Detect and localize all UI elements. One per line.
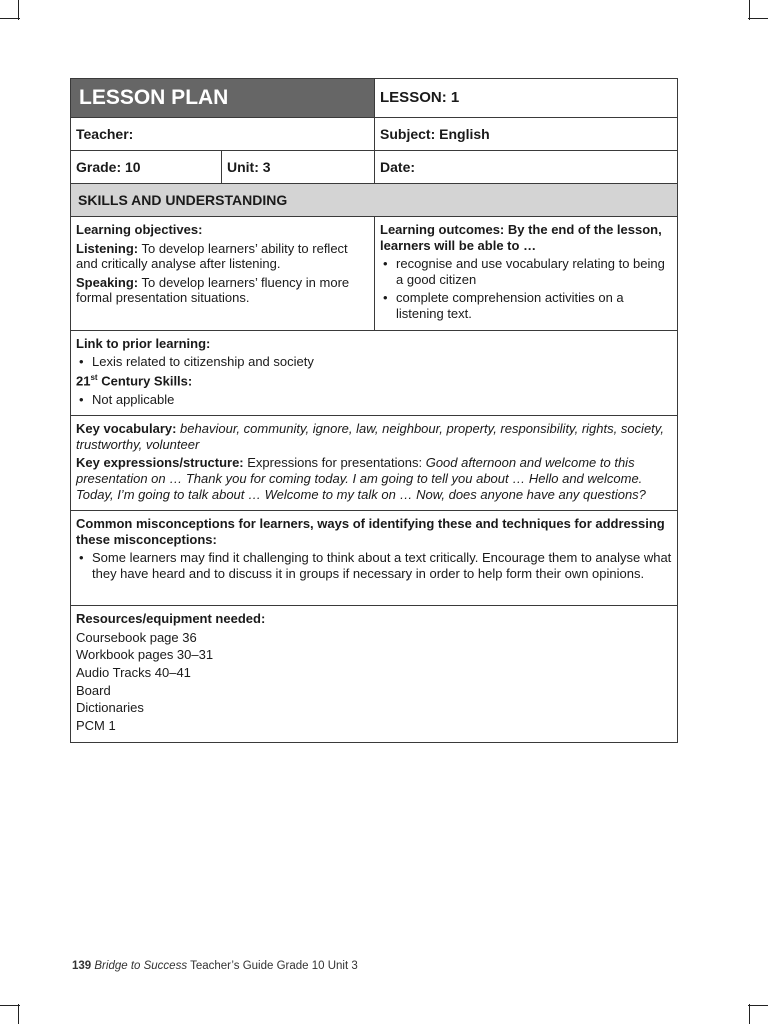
lesson-plan-title: LESSON PLAN (71, 79, 375, 118)
prior-learning (71, 330, 678, 416)
expressions-intro: Expressions for presentations: (243, 455, 426, 471)
book-title: Bridge to Success (94, 960, 188, 972)
misconceptions-list (76, 550, 672, 581)
crop-mark (18, 1004, 19, 1024)
list-item: • complete comprehension activities on a listening text. (396, 290, 672, 321)
resources (71, 606, 678, 743)
century-number: 21 (76, 373, 91, 389)
page-number: 139 (72, 960, 92, 972)
speaking-text: To develop learners’ fluency in more formal presentation situations. (76, 274, 350, 306)
century-suffix: st (90, 372, 98, 382)
list-item: • Some learners may find it challenging to think about a text critically. Encourage them to analyse what they have heard and to discuss it in groups if necessary in order to help form their own opinions. (92, 550, 672, 581)
list-item: Dictionaries (76, 700, 144, 716)
crop-mark (748, 18, 768, 19)
list-item: Workbook pages 30–31 (76, 647, 214, 663)
teacher-row (71, 118, 678, 151)
expressions-label: Key expressions/structure: (76, 455, 244, 471)
century-skills-heading (76, 373, 672, 389)
title-row (71, 79, 678, 118)
resources-heading: Resources/equipment needed: (76, 611, 266, 627)
speaking-label: Speaking: (76, 274, 139, 290)
learning-objectives (71, 217, 375, 331)
list-item: Coursebook page 36 (76, 629, 197, 645)
prior-learning-row (71, 330, 678, 416)
crop-mark (18, 0, 19, 20)
list-item: • recognise and use vocabulary relating to being a good citizen (396, 256, 672, 287)
crop-mark (748, 1005, 768, 1006)
subject-field: Subject: English (375, 118, 678, 151)
misconceptions-heading: Common misconceptions for learners, ways of identifying these and techniques for addressing these misconceptions: (76, 516, 665, 547)
misconceptions (71, 511, 678, 606)
listening-objective (76, 241, 369, 272)
crop-mark (749, 0, 750, 20)
listening-label: Listening: (76, 240, 139, 256)
unit-field: Unit: 3 (222, 151, 375, 184)
outcomes-list (380, 256, 672, 321)
list-item: PCM 1 (76, 717, 116, 733)
learning-outcomes (375, 217, 678, 331)
listening-text: To develop learners’ ability to reflect and critically analyse after listening. (76, 240, 348, 272)
crop-mark (749, 1004, 750, 1024)
grade-field: Grade: 10 (71, 151, 222, 184)
century-label: Century Skills: (97, 373, 193, 389)
list-item: Board (76, 682, 111, 698)
date-field: Date: (375, 151, 678, 184)
grade-row (71, 151, 678, 184)
outcomes-heading: Learning outcomes: By the end of the lesson, learners will be able to … (380, 222, 662, 253)
vocab-label: Key vocabulary: (76, 421, 177, 437)
skills-row (71, 184, 678, 217)
misconceptions-row (71, 511, 678, 606)
prior-heading: Link to prior learning: (76, 335, 211, 351)
teacher-field: Teacher: (71, 118, 375, 151)
list-item: Audio Tracks 40–41 (76, 665, 191, 681)
footer-text: Teacher’s Guide Grade 10 Unit 3 (187, 960, 358, 972)
list-item: • Not applicable (92, 392, 672, 408)
vocab-line (76, 421, 672, 452)
list-item: • Lexis related to citizenship and society (92, 354, 672, 370)
page-footer (72, 960, 358, 972)
skills-heading: SKILLS AND UNDERSTANDING (71, 184, 678, 217)
lesson-number: LESSON: 1 (375, 79, 678, 118)
expressions-line (76, 455, 672, 502)
vocab-words: behaviour, community, ignore, law, neighbour, property, responsibility, rights, society, trustworthy, volunteer (76, 421, 664, 452)
expressions-examples: Good afternoon and welcome to this presentation on … Thank you for coming today. I am going to tell you about … Hello and welcome. Today, I’m going to talk about … Welcome to my talk on … Now, does anyone have any questions? (76, 455, 646, 502)
speaking-objective (76, 275, 369, 306)
prior-list (76, 354, 672, 370)
crop-mark (0, 1005, 20, 1006)
vocabulary-row (71, 416, 678, 511)
crop-mark (0, 18, 20, 19)
lesson-plan-table (70, 78, 678, 743)
objectives-heading: Learning objectives: (76, 222, 203, 237)
century-skills-list (76, 392, 672, 408)
resources-row (71, 606, 678, 743)
key-vocabulary (71, 416, 678, 511)
objectives-row (71, 217, 678, 331)
